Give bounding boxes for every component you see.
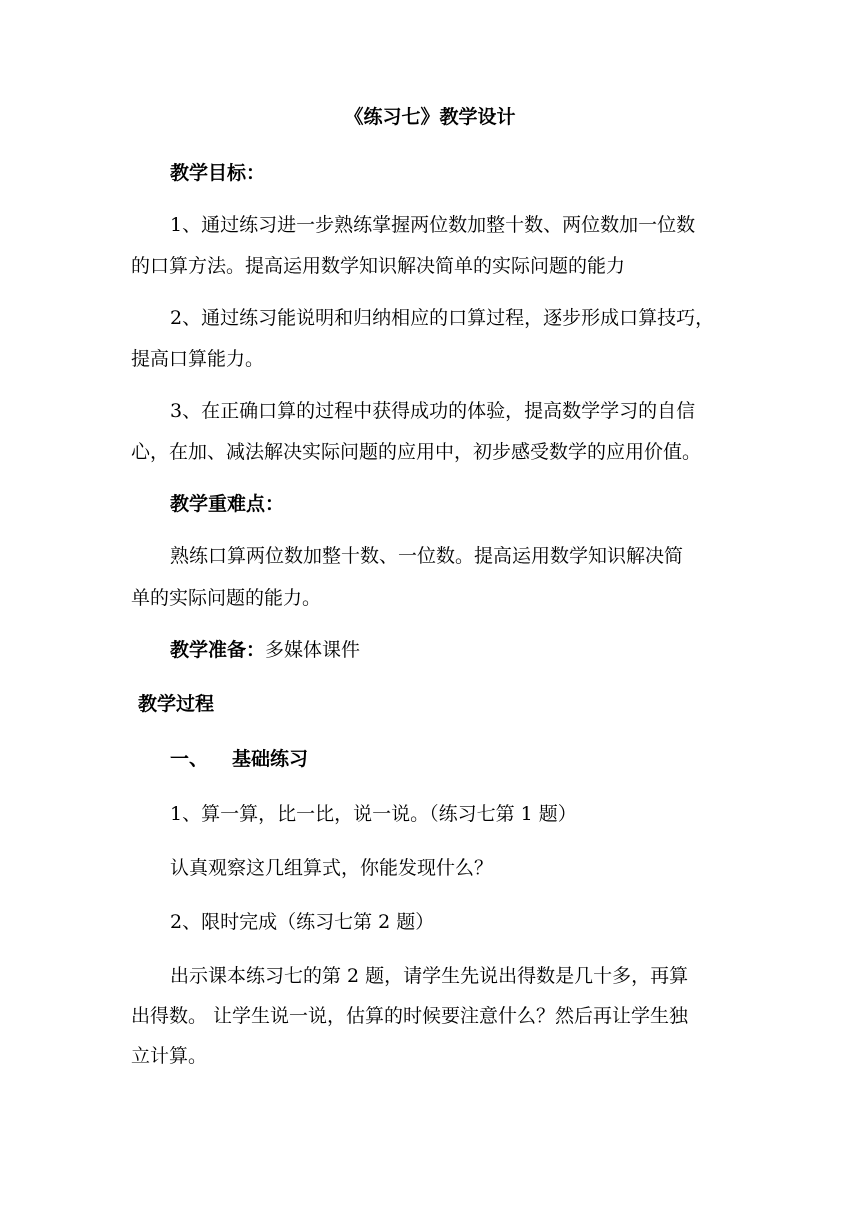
objective-3-line-2: 心，在加、减法解决实际问题的应用中，初步感受数学的应用价值。 — [131, 441, 702, 463]
key-points-heading: 教学重难点： — [170, 493, 285, 515]
document-title: 《练习七》教学设计 — [344, 106, 516, 128]
exercise-1-heading: 1、算一算，比一比，说一说。（练习七第 1 题） — [170, 803, 577, 825]
process-heading: 教学过程 — [138, 693, 215, 715]
preparation-value: 多媒体课件 — [265, 639, 361, 661]
section-1-number: 一、 — [170, 748, 209, 770]
key-points-line-1: 熟练口算两位数加整十数、一位数。提高运用数学知识解决简 — [170, 545, 684, 567]
exercise-2-text-line-3: 立计算。 — [131, 1045, 208, 1067]
exercise-2-text-line-2: 出得数。 让学生说一说，估算的时候要注意什么？然后再让学生独 — [131, 1005, 689, 1027]
objectives-heading: 教学目标： — [170, 162, 266, 184]
objective-2-line-1: 2、通过练习能说明和归纳相应的口算过程，逐步形成口算技巧， — [170, 307, 715, 329]
exercise-1-note: 认真观察这几组算式，你能发现什么？ — [170, 857, 494, 879]
exercise-2-text-line-1: 出示课本练习七的第 2 题，请学生先说出得数是几十多，再算 — [170, 965, 689, 987]
objective-1-line-1: 1、通过练习进一步熟练掌握两位数加整十数、两位数加一位数 — [170, 214, 696, 236]
section-1-title: 基础练习 — [232, 748, 309, 770]
objective-2-line-2: 提高口算能力。 — [131, 348, 265, 370]
key-points-line-2: 单的实际问题的能力。 — [131, 587, 322, 609]
objective-3-line-1: 3、在正确口算的过程中获得成功的体验，提高数学学习的自信 — [170, 400, 696, 422]
objective-1-line-2: 的口算方法。提高运用数学知识解决简单的实际问题的能力 — [131, 255, 626, 277]
preparation-line — [170, 637, 360, 663]
preparation-label: 教学准备： — [170, 639, 266, 661]
exercise-2-heading: 2、限时完成（练习七第 2 题） — [170, 911, 435, 933]
